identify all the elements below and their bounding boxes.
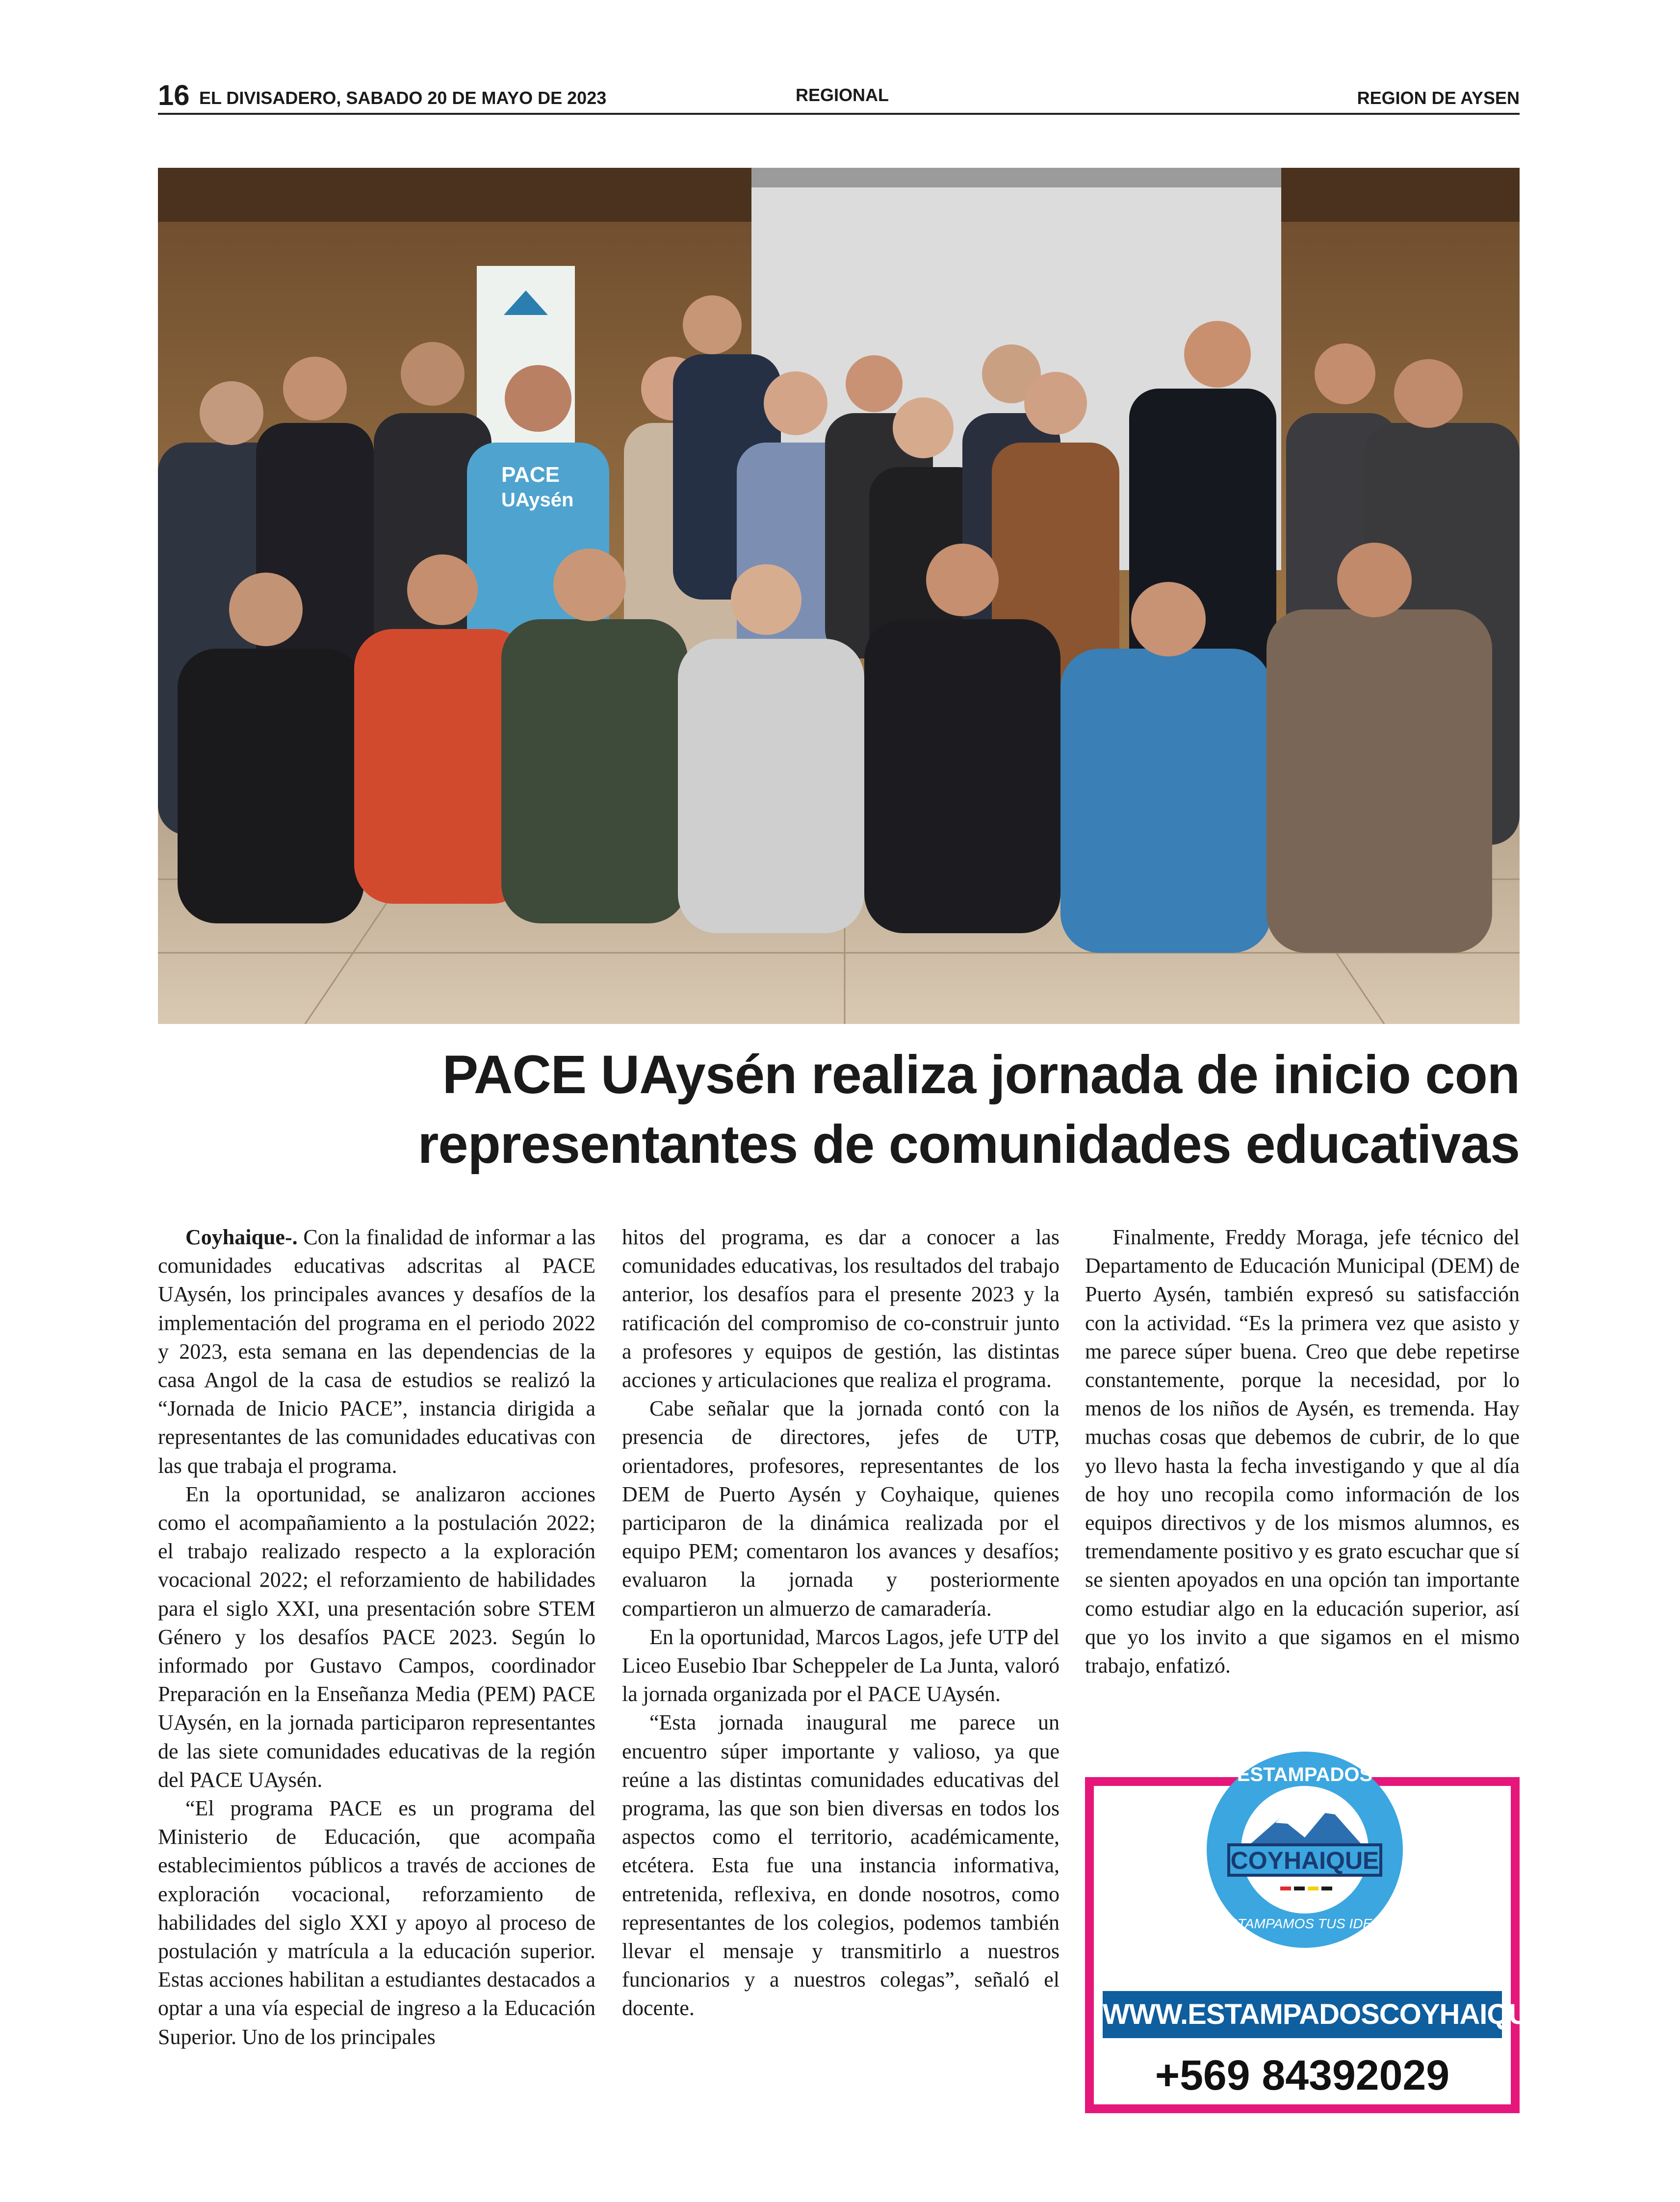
publication-date: EL DIVISADERO, SABADO 20 DE MAYO DE 2023 bbox=[199, 88, 607, 108]
article-column-1 bbox=[158, 1223, 595, 2051]
paragraph: hitos del programa, es dar a conocer a las comunidades educativas, los resultados del trabajo anterior, los desafíos para el presente 2023 y la ratificación del compromiso de co-construir junto a profesores y equipos de gestión, las distintas acciones y articulaciones que realiza el programa. bbox=[622, 1225, 1060, 1392]
group-photo-illustration bbox=[158, 168, 1520, 1024]
photo-shirt-text-2: UAysén bbox=[501, 489, 574, 511]
article-column-2 bbox=[622, 1223, 1060, 2023]
advertisement-website-link[interactable]: WWW.ESTAMPADOSCOYHAIQUE.CL bbox=[1103, 1991, 1502, 2038]
paragraph: “El programa PACE es un programa del Ministerio de Educación, que acompaña establecimientos públicos a través de acciones de exploración vocacional, reforzamiento de habilidades del siglo XXI y apoyo al proceso de postulación y matrícula a la educación superior. Estas acciones habilitan a estudiantes destacados a optar a una vía especial de ingreso a la Educación Superior. Uno de los principales bbox=[158, 1796, 595, 2049]
estampados-logo bbox=[1182, 1727, 1427, 1972]
group-photo bbox=[158, 168, 1520, 1024]
advertisement[interactable] bbox=[1085, 1764, 1592, 2113]
photo-shirt-text-1: PACE bbox=[501, 463, 560, 487]
section-label: REGIONAL bbox=[796, 85, 889, 105]
article-headline: PACE UAysén realiza jornada de inicio con representantes de comunidades educativas bbox=[417, 1045, 1520, 1175]
logo-top-text: ESTAMPADOS bbox=[1237, 1764, 1373, 1785]
paragraph: Cabe señalar que la jornada contó con la presencia de directores, jefes de UTP, orientadores, profesores, representantes de los DEM de Puerto Aysén y Coyhaique, quienes participaron de la dinámica realizada por el equipo PEM; comentaron los avances y desafíos; evaluaron la jornada y posteriormente compartieron un almuerzo de camaradería. bbox=[622, 1396, 1060, 1621]
region-label: REGION DE AYSEN bbox=[1357, 88, 1520, 108]
page-number: 16 bbox=[158, 79, 190, 111]
advertisement-phone: +569 84392029 bbox=[1155, 2052, 1450, 2099]
paragraph: En la oportunidad, se analizaron acciones como el acompañamiento a la postulación 2022; el trabajo realizado respecto a la exploración vocacional 2022; el reforzamiento de habilidades para el siglo XXI, una presentación sobre STEM Género y los desafíos PACE 2023. Según lo informado por Gustavo Campos, coordinador Preparación en la Enseñanza Media (PEM) PACE UAysén, en la jornada participaron representantes de las siete comunidades educativas de la región del PACE UAysén. bbox=[158, 1482, 595, 1792]
paragraph: Finalmente, Freddy Moraga, jefe técnico del Departamento de Educación Municipal (DEM) de Puerto Aysén, también expresó su satisfacción con la actividad. “Es la primera vez que asisto y me parece súper buena. Creo que debe repetirse constantemente, porque la necesidad, por lo menos de los niños de Aysén, es tremenda. Hay muchas cosas que debemos de cubrir, de lo que yo llevo hasta la fecha investigando y que al día de hoy uno recopila como información de los equipos directivos y de los mismos alumnos, es tremendamente positivo y es grato escuchar que sí se sienten apoyados en una opción tan importante como estudiar algo en la educación superior, así que yo los invito a que sigamos en el mismo trabajo, enfatizó. bbox=[1085, 1225, 1520, 1678]
paragraph-text: Con la finalidad de informar a las comunidades educativas adscritas al PACE UAysén, los principales avances y desafíos de la implementación del programa en el periodo 2022 y 2023, esta semana en las dependencias de la casa Angol de la casa de estudios se realizó la “Jornada de Inicio PACE”, instancia dirigida a representantes de las comunidades educativas con las que trabaja el programa. bbox=[158, 1225, 595, 1478]
paragraph: “Esta jornada inaugural me parece un encuentro súper importante y valioso, ya que reúne a las distintas comunidades educativas del programa, las que son bien diversas en todos los aspectos como el territorio, académicamente, etcétera. Esta fue una instancia informativa, entretenida, reflexiva, en donde nosotros, como representantes de los colegios, podemos también llevar el mensaje y transmitirlo a nuestros funcionarios y a nuestros colegas”, señaló el docente. bbox=[622, 1710, 1060, 2020]
logo-main-text: COYHAIQUE bbox=[1230, 1847, 1379, 1874]
logo-slogan: ESTAMPAMOS TUS IDEAS bbox=[1219, 1916, 1391, 1931]
paragraph: En la oportunidad, Marcos Lagos, jefe UTP del Liceo Eusebio Ibar Scheppeler de La Junta, valoró la jornada organizada por el PACE UAysén. bbox=[622, 1625, 1060, 1706]
dateline: Coyhaique-. bbox=[185, 1225, 298, 1249]
article-column-3 bbox=[1085, 1223, 1520, 1680]
page-header bbox=[158, 79, 1520, 115]
paragraph bbox=[158, 1223, 595, 1480]
